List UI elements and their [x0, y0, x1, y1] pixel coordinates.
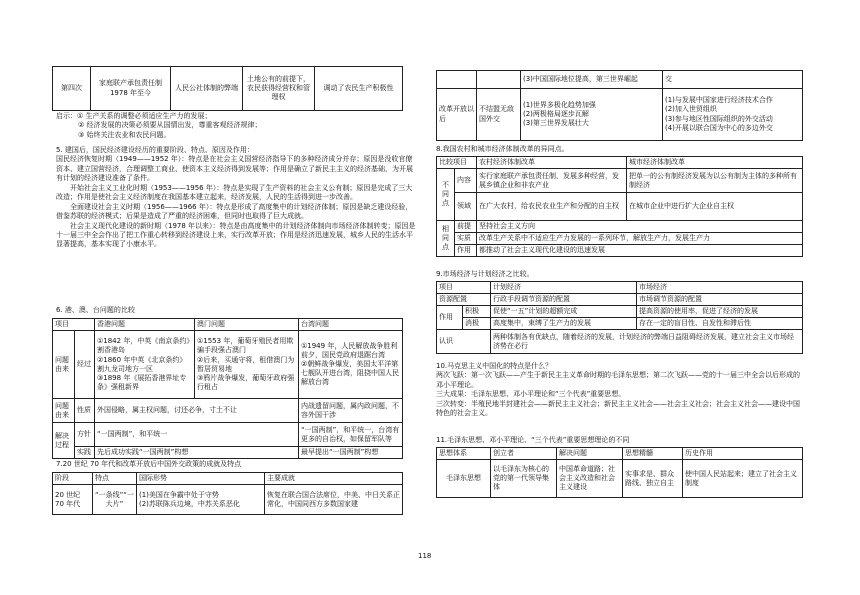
section-7-title: 7.20 世纪 70 年代和改革开放后中国外交政策的成就及特点 [56, 460, 242, 468]
section-6-title: 6. 港、澳、台问题的比较 [56, 306, 135, 314]
section-title: 5. 建国后，国民经济建设经历的重要阶段、特点、原因及作用： [56, 146, 254, 154]
paragraph: 全面建设社会主义时期（1956——1966 年）：特点是形成了高度集中的计划经济体制；原因是缺乏建设经验，借鉴苏联的经济模式；后果是造成了严重的经济困难，但同时也取得了巨大成就。 [56, 202, 413, 221]
essence-cell: 改革生产关系中不适应生产力发展的一系列环节，解放生产力，发展生产力 [477, 233, 803, 245]
market-cell: 市场调节资源的配置 [637, 294, 803, 306]
content-cell: 土地公有的前提下，农民获得经营权和管理权 [243, 67, 315, 111]
theory-table [436, 447, 803, 498]
section-10 [436, 362, 802, 419]
paragraph: 开始社会主义工业化时期（1953——1956 年）：特点是实现了生产资料的社会主义公有制；原因是完成了三大改造；作用是使社会主义经济制度在我国基本建立起来，经济发展，人民的生活得到进一步改善。 [56, 183, 413, 202]
effect-cell: 调动了农民生产积极性 [315, 67, 403, 111]
header-cell: 计划经济 [491, 282, 637, 294]
urban-content-cell: 把单一的公有制经济发展为以公有制为主体的多种所有制经济 [627, 169, 803, 193]
plan-cell: 促使“一五”计划的超额完成 [491, 306, 637, 318]
rural-urban-table [436, 156, 803, 257]
header-cell: 台湾问题 [299, 319, 403, 331]
section-8-title: 8.我国农村和城市经济体制改革的异同点。 [436, 145, 569, 153]
header-cell: 解决问题 [557, 448, 623, 460]
situation-cell: (1)世界多极化趋势加强 (2)两极格局逐步瓦解 (3)第三世界发展壮大 [521, 89, 663, 141]
market-cell: 提高资源的使用率，促进了经济的发展 [637, 306, 803, 318]
feature-cell: “一条线”“一大片” [93, 485, 137, 515]
row-label: 问题由来 [53, 331, 75, 399]
plan-cell: 行政手段调节资源的配置 [491, 294, 637, 306]
page-number: 118 [418, 552, 432, 560]
row-label: 相同点 [437, 221, 455, 257]
paragraph: 国民经济恢复时期（1949——1952 年）：特点是在社会主义国营经济指导下的多种经济成分并存；原因是没收官僚资本、建立国营经济，合理调整工商业、使资本主义经济得到发展等；作用是确立了新民主主义的经济基础，为开展有计划的经济建设准备了条件。 [56, 155, 413, 183]
enlight-line: ② 经济发展的决策必须要从国情出发，尊重客观经济规律； [78, 121, 262, 130]
achieve-cell: 交 [663, 71, 803, 89]
plan-cell: 高度集中，束缚了生产力的发展 [491, 318, 637, 330]
stage-cell: 改革开放以后 [437, 89, 477, 141]
paragraph: 三次转变：半殖民地半封建社会——新民主主义社会；新民主主义社会——社会主义社会；社会主义社会——建设中国特色的社会主义。 [436, 399, 800, 418]
section-5 [56, 146, 418, 250]
header-cell: 市场经济 [637, 282, 803, 294]
practice-tw-cell: 最早提出“一国两制”构想 [299, 447, 403, 459]
practice-hkmo-cell: 先后成功实践“一国两制”构想 [95, 447, 299, 459]
row-sub-label: 实质 [455, 233, 477, 245]
row-sub-label: 内容 [455, 169, 477, 193]
premise-cell: 坚持社会主义方向 [477, 221, 803, 233]
section-11-title: 11.毛泽东思想、邓小平理论、“三个代表”重要思想理论的不同 [436, 436, 630, 444]
section-9-title: 9.市场经济与计划经济之比较。 [436, 270, 534, 278]
row-label: 不同点 [437, 169, 455, 221]
header-cell: 思想精髓 [623, 448, 683, 460]
header-cell: 阶段 [53, 473, 93, 485]
diplomacy-table [52, 472, 403, 515]
enlight-line: 启示：① 生产关系的调整必须适应生产力的发展； [56, 112, 212, 120]
nature-tw-cell: 内战遗留问题，属内政问题，不容外国干涉 [299, 399, 403, 423]
stage-cell: 第四次 [53, 67, 91, 111]
market-cell: 存在一定的盲目性、自发性和滞后性 [637, 318, 803, 330]
know-cell: 两种体制各有优缺点，随着经济的发展，计划经济的弊端日益阻碍经济发展，建立社会主义市场经济势在必行 [491, 330, 803, 354]
nature-hkmo-cell: 外国侵略，属主权问题，讨还必争，寸土不让 [95, 399, 299, 423]
effect-cell: 都推动了社会主义现代化建设的迅速发展 [477, 245, 803, 257]
header-cell: 思想体系 [437, 448, 491, 460]
urban-field-cell: 在城市企业中进行扩大企业自主权 [627, 193, 803, 221]
empty-cell [477, 71, 521, 89]
header-cell: 项目 [437, 282, 491, 294]
header-cell: 比较项目 [437, 157, 477, 169]
plan-market-table [436, 281, 803, 354]
reason-cell: 人民公社体制的弊端 [171, 67, 243, 111]
row-sub-label: 消极 [463, 318, 491, 330]
row-sub-label: 领域 [455, 193, 477, 221]
header-cell: 历史作用 [683, 448, 803, 460]
header-cell: 国际形势 [137, 473, 265, 485]
row-label: 资源配置 [437, 294, 491, 306]
problem-cell: 中国革命道路；社会主义改造和社会主义建设 [557, 460, 623, 498]
header-cell: 特点 [93, 473, 137, 485]
enlight-line: ③ 始终关注农业和农民问题。 [78, 130, 171, 139]
header-cell: 主要成就 [265, 473, 403, 485]
system-cell: 家庭联产承包责任制 1978 年至今 [91, 67, 171, 111]
diplomacy-table-cont [436, 70, 803, 141]
row-sub-label: 作用 [455, 245, 477, 257]
row-sub-label: 方针 [75, 423, 95, 447]
row-label: 作用 [437, 306, 463, 330]
feature-cell: 不结盟无敌国外交 [477, 89, 521, 141]
essence-cell: 实事求是、群众路线、独立自主 [623, 460, 683, 498]
hk-past-cell: ①1842 年，中英《南京条约》割香港岛 ②1860 年中英《北京条约》割九龙司地方一区 ③1898 年《展拓香港界址专条》强租新界 [95, 331, 195, 399]
empty-cell [437, 71, 477, 89]
policy-tw-cell: “一国两制”，和平统一，台湾有更多的自治权，如保留军队等 [299, 423, 403, 447]
hk-mo-tw-table [52, 318, 403, 459]
header-cell: 项目 [53, 319, 95, 331]
header-cell: 香港问题 [95, 319, 195, 331]
situation-cell: (3)中国国际地位提高，第三世界崛起 [521, 71, 663, 89]
situation-cell: (1)美国在争霸中处于守势 (2)苏联陈兵边境，中苏关系恶化 [137, 485, 265, 515]
rural-field-cell: 在广大农村，给农民农业生产和分配的自主权 [477, 193, 627, 221]
header-cell: 农村经济体制改革 [477, 157, 627, 169]
enlightenment-block [56, 112, 416, 140]
achieve-cell: 恢复在联合国合法席位，中美、中日关系正常化，中国同西方多数国家建 [265, 485, 403, 515]
row-label: 问题由来 [53, 399, 75, 423]
header-cell: 澳门问题 [195, 319, 299, 331]
row-sub-label: 前提 [455, 221, 477, 233]
name-cell: 毛泽东思想 [437, 460, 491, 498]
row-sub-label: 经过 [75, 331, 95, 399]
section-title: 10.马克思主义中国化的特点是什么？ [436, 362, 553, 370]
policy-hkmo-cell: “一国两制”，和平统一 [95, 423, 299, 447]
header-cell: 城市经济体制改革 [627, 157, 803, 169]
achieve-cell: (1)与发展中国家进行经济技术合作 (2)加入世贸组织 (3)参与地区性国际组织的外交活动 (4)开展以联合国为中心的多边外交 [663, 89, 803, 141]
row-sub-label: 实践 [75, 447, 95, 459]
rural-content-cell: 实行家庭联产承包责任制，发展多种经营，发展乡镇企业和非农产业 [477, 169, 627, 193]
paragraph: 两次飞跃：第一次飞跃——产生于新民主主义革命时期的毛泽东思想；第二次飞跃——党的十一届三中全会以后形成的邓小平理论。 [436, 371, 800, 389]
row-label: 解决过程 [53, 423, 75, 459]
reform-stage-table [52, 66, 403, 111]
role-cell: 使中国人民站起来；建立了社会主义制度 [683, 460, 803, 498]
row-label: 认识 [437, 330, 491, 354]
founder-cell: 以毛泽东为核心的党的第一代领导集体 [491, 460, 557, 498]
mo-past-cell: ①1553 年，葡萄牙殖民者用欺骗手段强占澳门 ②后来，买通守将，租借澳门为暂居贸易地 ③鸦片战争爆发，葡萄牙政府强行租占 [195, 331, 299, 399]
row-sub-label: 性质 [75, 399, 95, 423]
tw-past-cell: ①1949 年，人民解放战争胜利前夕，国民党政府退踞台湾 ②朝鲜战争爆发，美国太平洋第七舰队开进台湾，阻挠中国人民解放台湾 [299, 331, 403, 399]
paragraph: 三大成果：毛泽东思想、邓小平理论和“三个代表”重要思想。 [436, 390, 626, 399]
row-sub-label: 积极 [463, 306, 491, 318]
stage-cell: 20 世纪 70 年代 [53, 485, 93, 515]
header-cell: 创立者 [491, 448, 557, 460]
paragraph: 社会主义现代化建设的新时期（1978 年以来）：特点是由高度集中的计划经济体制向市场经济体制转变；原因是十一届三中全会作出了把工作重心转移到经济建设上来，实行改革开放；作用是经济迅速发展，城乡人民的生活水平显著提高，基本实现了小康水平。 [56, 221, 416, 249]
